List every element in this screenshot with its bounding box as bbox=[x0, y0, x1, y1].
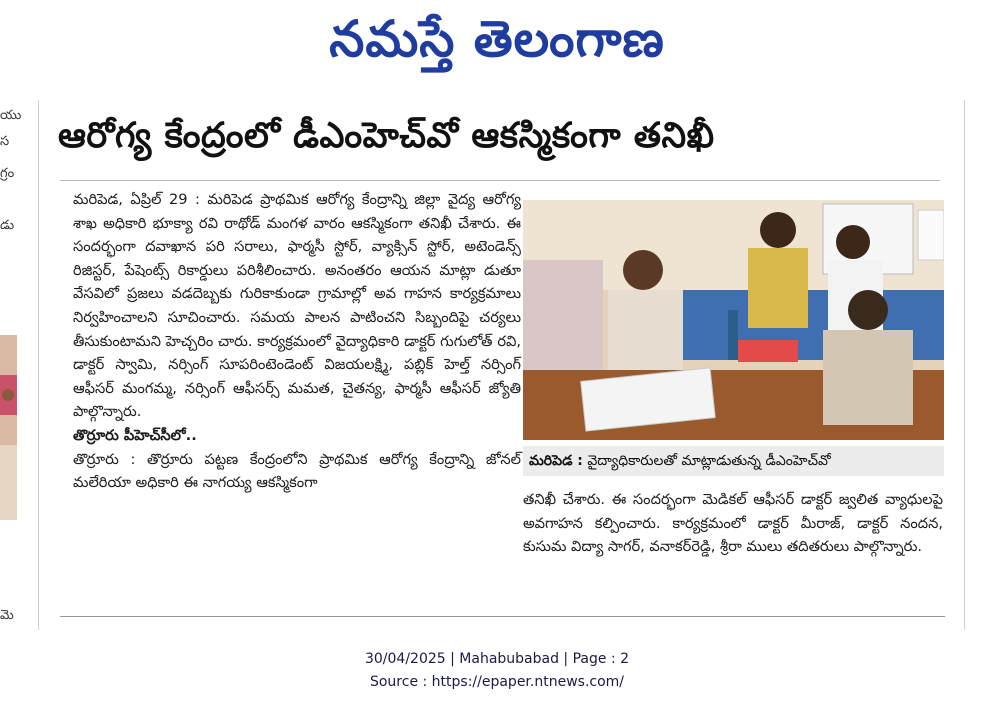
side-fragment: డు bbox=[0, 218, 15, 233]
side-fragment: స bbox=[0, 134, 10, 149]
caption-text: వైద్యాధికారులతో మాట్లాడుతున్న డీఎంహెచ్‌వో bbox=[582, 453, 831, 469]
newspaper-logo: నమస్తే తెలంగాణ bbox=[329, 10, 665, 68]
article-subhead: తొర్రూరు పీహెచ్‌సీలో.. bbox=[73, 426, 197, 444]
bottom-divider bbox=[60, 616, 945, 617]
photo-caption bbox=[523, 446, 944, 476]
side-fragment: యు bbox=[0, 108, 22, 123]
clip-border-right bbox=[964, 100, 965, 630]
side-photo-fragment bbox=[0, 335, 17, 520]
side-fragment: గ్రం bbox=[0, 166, 15, 181]
newspaper-clipping bbox=[38, 96, 964, 631]
side-fragment: మె bbox=[0, 608, 14, 623]
caption-place: మరిపెడ : bbox=[529, 453, 583, 469]
masthead bbox=[0, 4, 994, 74]
footer-date-line: 30/04/2025 | Mahabubabad | Page : 2 bbox=[364, 651, 630, 667]
footer-source-line: Source : https://epaper.ntnews.com/ bbox=[369, 674, 625, 690]
article-paragraph: మరిపెడ, ఏప్రిల్ 29 : మరిపెడ ప్రాథమిక ఆరోగ్య కేంద్రాన్ని జిల్లా వైద్య ఆరోగ్య శాఖ అధికారి భూక్యా రవి రాథోడ్ మంగళ వారం ఆకస్మికంగా తనిఖీ చేశారు. ఈ సందర్భంగా దవాఖాన పరి సరాలు, ఫార్మసీ స్టోర్, వ్యాక్సిన్ స్టోర్, అటెండెన్స్ రిజిస్టర్, పేషెంట్స్ రికార్డులు పరిశీలించారు. అనంతరం ఆయన మాట్లా డుతూ వేసవిలో ప్రజలు వడదెబ్బకు గురికాకుండా గ్రామాల్లో అవ గాహన కార్యక్రమాలు నిర్వహించాలని సూచించారు. సమయ పాలన పాటించని సిబ్బందిపై చర్యలు తీసుకుంటామని హెచ్చరిం చారు. కార్యక్రమంలో వైద్యాధికారి డాక్టర్ గుగులోత్ రవి, డాక్టర్ స్వామి, నర్సింగ్ సూపరింటెండెంట్ విజయలక్ష్మి, పబ్లిక్ హెల్త్ నర్సింగ్ ఆఫీసర్ మంగమ్మ, నర్సింగ్ ఆఫీసర్స్ మమత, చైతన్య, ఫార్మసీ ఆఫీసర్ జ్యోతి పాల్గొన్నారు. bbox=[73, 191, 521, 421]
article-paragraph: తనిఖీ చేశారు. ఈ సందర్భంగా మెడికల్ ఆఫీసర్ డాక్టర్ జ్వలిత వ్యాధులపై అవగాహన కల్పించారు. కార్యక్రమంలో డాక్టర్ మీరాజ్, డాక్టర్ నందన, కుసుమ విద్యా సాగర్, వనాకర్‌రెడ్డి, శ్రీరా ములు తదితరులు పాల్గొన్నారు. bbox=[523, 491, 943, 556]
article-body-right bbox=[523, 488, 943, 559]
photo-illustration bbox=[523, 200, 944, 440]
article-photo bbox=[523, 200, 944, 440]
article-headline: ఆరోగ్య కేంద్రంలో డీఎంహెచ్‌వో ఆకస్మికంగా తనిఖీ bbox=[58, 116, 715, 156]
article-body-left bbox=[73, 188, 521, 495]
headline-divider bbox=[60, 180, 940, 181]
article-paragraph: తొర్రూరు : తొర్రూరు పట్టణ కేంద్రంలోని ప్రాథమిక ఆరోగ్య కేంద్రాన్ని జోనల్ మలేరియా అధికారి ఈ నాగయ్య ఆకస్మికంగా bbox=[73, 450, 521, 492]
